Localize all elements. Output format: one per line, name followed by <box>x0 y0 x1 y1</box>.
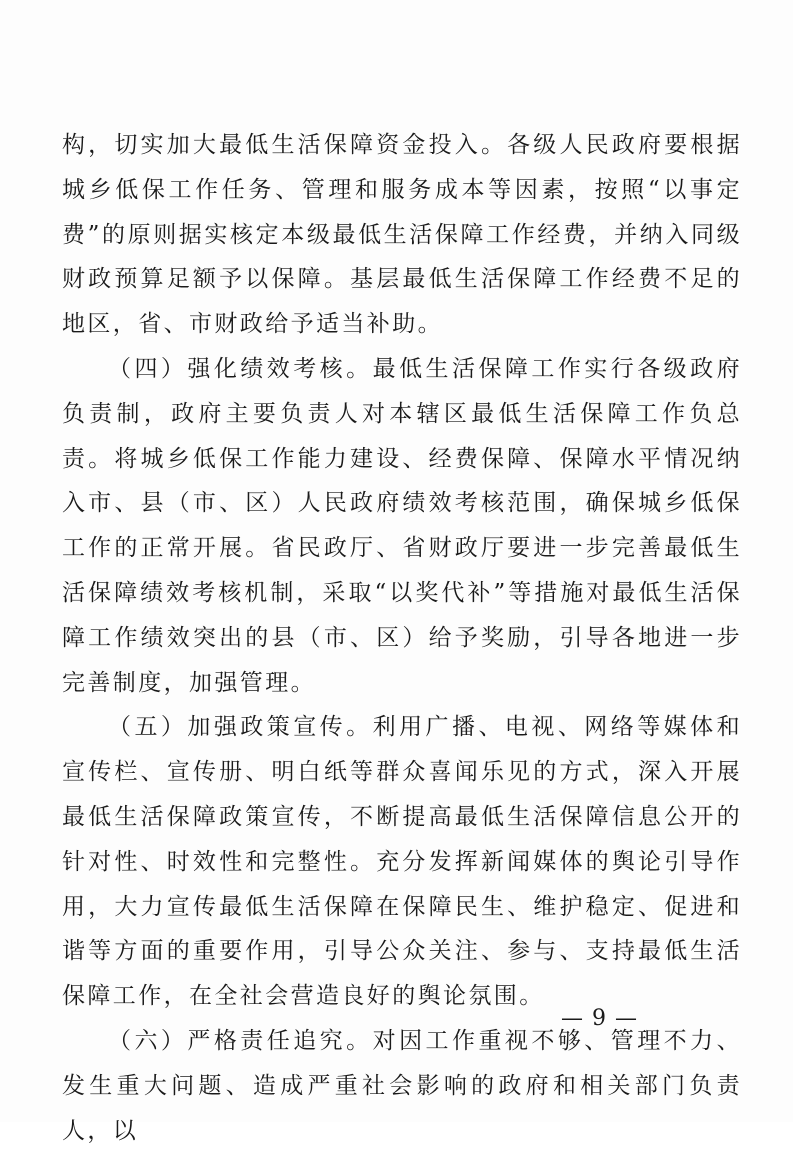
body-text <box>62 123 742 1153</box>
paragraph-accountability: （六）严格责任追究。对因工作重视不够、管理不力、发生重大问题、造成严重社会影响的政府和相关部门负责人，以 <box>62 1027 742 1144</box>
page-number: — 9 — <box>561 1006 638 1031</box>
paragraph-policy-publicity: （五）加强政策宣传。利用广播、电视、网络等媒体和宣传栏、宣传册、明白纸等群众喜闻乐见的方式，深入开展最低生活保障政策宣传，不断提高最低生活保障信息公开的针对性、时效性和完整性。充分发挥新闻媒体的舆论引导作用，大力宣传最低生活保障在保障民生、维护稳定、促进和谐等方面的重要作用，引导公众关注、参与、支持最低生活保障工作，在全社会营造良好的舆论氛围。 <box>62 714 742 1010</box>
paragraph-performance-assessment: （四）强化绩效考核。最低生活保障工作实行各级政府负责制，政府主要负责人对本辖区最低生活保障工作负总责。将城乡低保工作能力建设、经费保障、保障水平情况纳入市、县（市、区）人民政府绩效考核范围，确保城乡低保工作的正常开展。省民政厅、省财政厅要进一步完善最低生活保障绩效考核机制，采取“以奖代补”等措施对最低生活保障工作绩效突出的县（市、区）给予奖励，引导各地进一步完善制度，加强管理。 <box>62 355 742 696</box>
paragraph-continuation: 构，切实加大最低生活保障资金投入。各级人民政府要根据城乡低保工作任务、管理和服务成本等因素，按照“以事定费”的原则据实核定本级最低生活保障工作经费，并纳入同级财政预算足额予以保障。基层最低生活保障工作经费不足的地区，省、市财政给予适当补助。 <box>62 132 742 338</box>
